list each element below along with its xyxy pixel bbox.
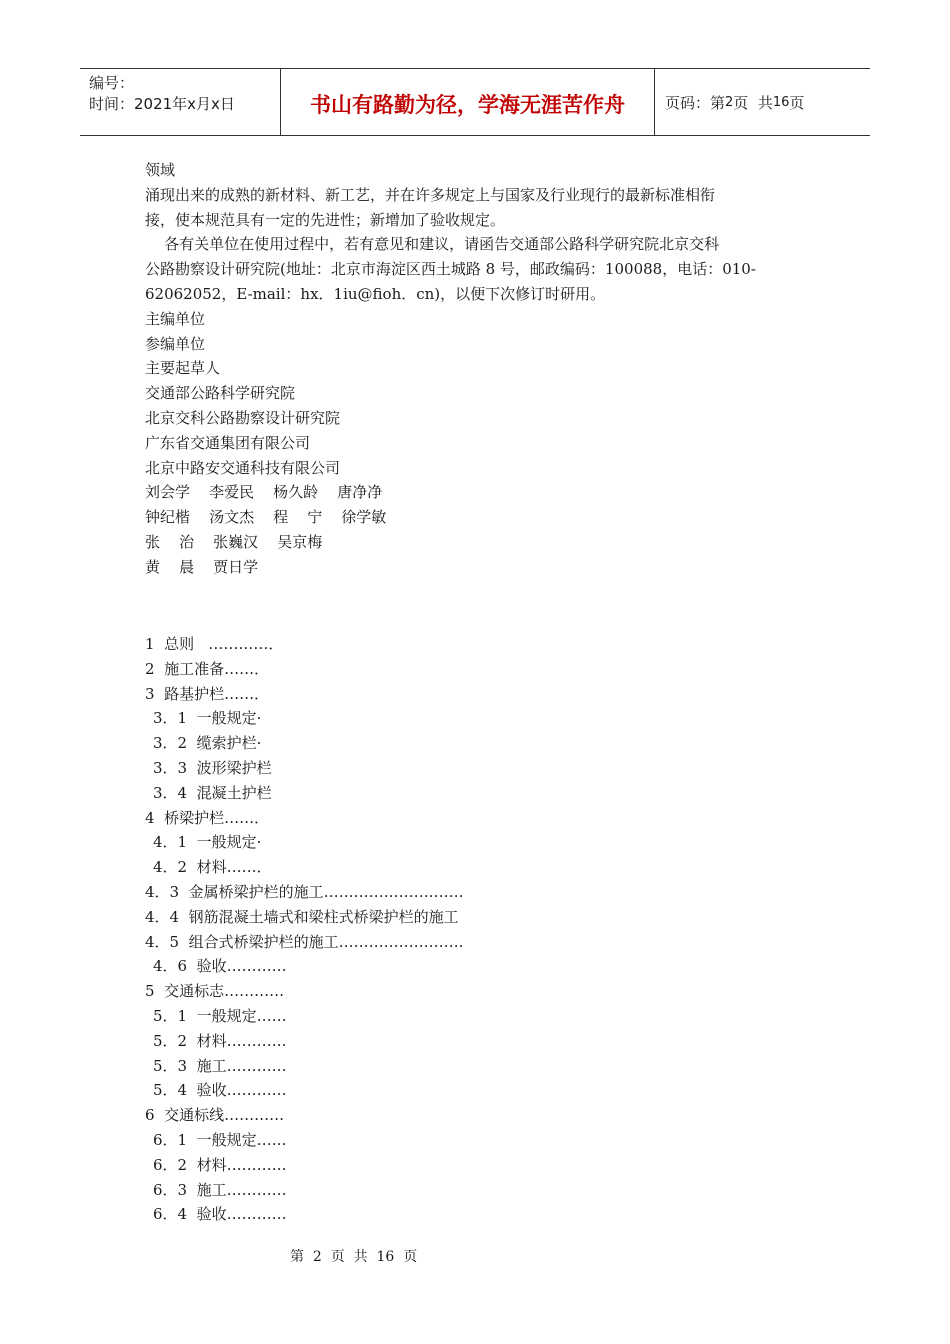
table-of-contents: [145, 632, 825, 1227]
toc-item[interactable]: 3．2 缆索护栏·: [153, 734, 262, 753]
document-date: 时间：2021年x月x日: [89, 95, 235, 113]
toc-item[interactable]: 4．4 钢筋混凝土墙式和梁柱式桥梁护栏的施工: [145, 907, 459, 926]
body-text: [145, 158, 825, 580]
toc-item[interactable]: 1 总则 …………．: [145, 635, 284, 653]
body-line: 主编单位: [145, 309, 206, 328]
body-line: 领域: [145, 161, 176, 179]
toc-item[interactable]: 6．2 材料…………: [153, 1155, 287, 1174]
body-line: 参编单位: [145, 334, 206, 353]
header-meta: [80, 69, 281, 135]
body-line: 张 治 张巍汉 吴京梅: [145, 532, 323, 551]
body-line: 接，使本规范具有一定的先进性；新增加了验收规定。: [145, 210, 506, 229]
toc-item[interactable]: 6．3 施工…………: [153, 1180, 287, 1199]
page-header: [80, 68, 870, 136]
toc-item[interactable]: 3．4 混凝土护栏: [153, 783, 272, 802]
page-current-number: 2: [725, 94, 734, 110]
body-line: 黄 晨 贾日学: [145, 557, 259, 576]
header-motto: 书山有路勤为径，学海无涯苦作舟: [281, 69, 655, 135]
body-line: 广东省交通集团有限公司: [145, 433, 311, 452]
body-line: 交通部公路科学研究院: [145, 384, 296, 403]
page-prefix: 页码：第: [665, 93, 726, 112]
toc-item[interactable]: 4 桥梁护栏……．: [145, 808, 270, 827]
body-line: 刘会学 李爱民 杨久龄 唐净净: [145, 483, 383, 502]
body-line: 北京交科公路勘察设计研究院: [145, 408, 341, 427]
toc-item[interactable]: 5 交通标志…………: [145, 982, 285, 1001]
body-line: 涌现出来的成熟的新材料、新工艺，并在许多规定上与国家及行业现行的最新标准相衔: [145, 185, 716, 204]
page-suffix: 页: [789, 93, 805, 112]
header-page-info: [655, 69, 870, 135]
page-mid: 页 共: [733, 93, 773, 112]
toc-item[interactable]: 6 交通标线…………: [145, 1106, 285, 1125]
body-line: 62062052，E-mail：hx．1iu@fioh．cn)，以便下次修订时研用。: [145, 284, 606, 303]
toc-item[interactable]: 3．1 一般规定·: [153, 709, 262, 728]
page-footer: 第 2 页 共 16 页: [290, 1249, 418, 1265]
toc-item[interactable]: 5．1 一般规定……: [153, 1006, 287, 1025]
page-total-number: 16: [772, 94, 790, 110]
toc-item[interactable]: 6．4 验收…………: [153, 1205, 287, 1224]
toc-item[interactable]: 4．3 金属桥梁护栏的施工……………………….: [145, 882, 464, 901]
body-line: 钟纪楷 汤文杰 程 宁 徐学敏: [145, 508, 387, 527]
document-number-label: 编号：: [89, 74, 135, 92]
body-line: 各有关单位在使用过程中，若有意见和建议，请函告交通部公路科学研究院北京交科: [145, 235, 720, 254]
toc-item[interactable]: 3 路基护栏……．: [145, 684, 270, 703]
toc-item[interactable]: 4．6 验收…………: [153, 957, 287, 976]
toc-item[interactable]: 5．4 验收…………: [153, 1081, 287, 1100]
toc-item[interactable]: 4．1 一般规定·: [153, 833, 262, 852]
toc-item[interactable]: 6．1 一般规定……: [153, 1130, 287, 1149]
toc-item[interactable]: 5．2 材料…………: [153, 1031, 287, 1050]
toc-item[interactable]: 4．2 材料……．: [153, 858, 272, 877]
toc-item[interactable]: 3．3 波形梁护栏: [153, 758, 272, 777]
toc-item[interactable]: 5．3 施工…………: [153, 1056, 287, 1075]
body-line: 北京中路安交通科技有限公司: [145, 458, 341, 477]
body-line: 公路勘察设计研究院(地址：北京市海淀区西土城路 8 号，邮政编码：100088，电话：010-: [145, 260, 756, 279]
toc-item[interactable]: 4．5 组合式桥梁护栏的施工…………………….: [145, 932, 464, 951]
toc-item[interactable]: 2 施工准备……．: [145, 659, 270, 678]
body-line: 主要起草人: [145, 359, 221, 378]
